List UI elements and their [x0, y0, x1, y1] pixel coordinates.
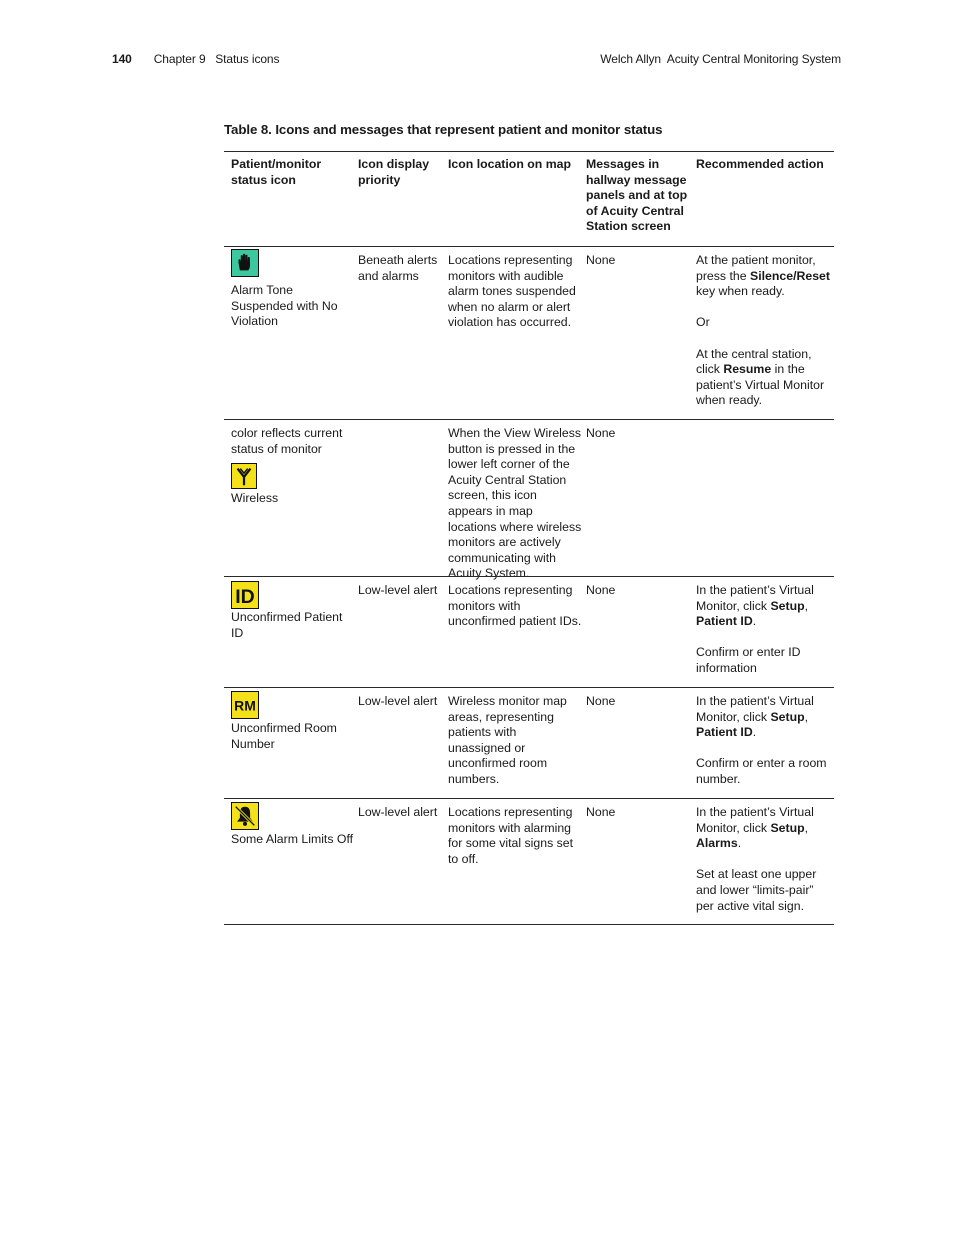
status-cell — [231, 581, 355, 641]
column-header-messages: Messages in hallway message panels and at top of Acuity Central Station screen — [586, 157, 688, 234]
status-cell — [231, 426, 355, 507]
location-cell: Locations representing monitors with unconfirmed patient IDs. — [448, 583, 582, 629]
column-header-location: Icon location on map — [448, 157, 571, 171]
action-cell — [696, 694, 832, 788]
action-step: Set at least one upper and lower “limits-pair” per active vital sign. — [696, 867, 817, 913]
bell-off-icon — [231, 802, 259, 830]
priority-cell: Low-level alert — [358, 583, 438, 597]
status-icon-table — [224, 151, 834, 925]
status-label: Alarm Tone Suspended with No Violation — [231, 283, 338, 329]
action-step: In the patient’s Virtual Monitor, click Setup, Patient ID. — [696, 694, 814, 740]
status-label: Unconfirmed Room Number — [231, 721, 337, 751]
action-step: At the central station, click Resume in the patient’s Virtual Monitor when ready. — [696, 346, 825, 408]
wireless-antenna-icon — [231, 463, 257, 489]
action-step: Confirm or enter ID information — [696, 645, 801, 675]
status-label: Unconfirmed Patient ID — [231, 610, 343, 640]
table-title: Table 8. Icons and messages that represent patient and monitor status — [224, 122, 663, 137]
priority-cell: Low-level alert — [358, 694, 438, 708]
status-label: Some Alarm Limits Off — [231, 832, 354, 846]
action-step: In the patient’s Virtual Monitor, click Setup, Alarms. — [696, 805, 814, 851]
table-row — [224, 246, 834, 419]
action-step: At the patient monitor, press the Silence/Reset key when ready. — [696, 253, 830, 299]
document-title: Welch Allyn Acuity Central Monitoring System — [600, 52, 841, 66]
table-row — [224, 576, 834, 687]
table-row — [224, 419, 834, 581]
page-number: 140 — [112, 52, 132, 66]
action-cell — [696, 805, 832, 914]
location-cell: Locations representing monitors with alarming for some vital signs set to off. — [448, 805, 574, 866]
action-or: Or — [696, 315, 710, 330]
rm-icon-text: RM — [234, 697, 256, 714]
action-cell — [696, 583, 832, 677]
column-header-status-icon: Patient/monitor status icon — [231, 157, 322, 187]
location-cell: When the View Wireless button is pressed in the lower left corner of the Acuity Central Station screen, this icon appears in map locations where wireless monitors are actively communicating with Acuity System. — [448, 426, 582, 581]
status-cell — [231, 802, 355, 848]
status-cell — [231, 249, 355, 330]
hand-icon — [231, 249, 259, 277]
column-header-priority: Icon display priority — [358, 157, 430, 187]
messages-cell: None — [586, 694, 616, 708]
messages-cell: None — [586, 426, 616, 440]
location-cell: Wireless monitor map areas, representing patients with unassigned or unconfirmed room numbers. — [448, 694, 567, 786]
status-cell — [231, 691, 355, 752]
priority-cell: Low-level alert — [358, 805, 438, 819]
table-row — [224, 798, 834, 925]
status-label: Wireless — [231, 491, 279, 506]
action-step: In the patient’s Virtual Monitor, click Setup, Patient ID. — [696, 583, 814, 629]
table-row — [224, 687, 834, 798]
running-header-left — [112, 52, 279, 66]
column-header-action: Recommended action — [696, 157, 824, 171]
chapter-title: Chapter 9 Status icons — [153, 52, 280, 66]
id-icon-text: ID — [235, 585, 255, 608]
location-cell: Locations representing monitors with audible alarm tones suspended when no alarm or alert violation has occurred. — [448, 253, 576, 330]
messages-cell: None — [586, 583, 616, 597]
messages-cell: None — [586, 253, 616, 267]
priority-cell: Beneath alerts and alarms — [358, 253, 438, 283]
id-icon — [231, 581, 259, 609]
action-step: Confirm or enter a room number. — [696, 756, 827, 786]
rm-icon — [231, 691, 259, 719]
table-header-row — [224, 152, 834, 246]
status-note: color reflects current status of monitor — [231, 426, 343, 456]
action-cell — [696, 253, 832, 409]
messages-cell: None — [586, 805, 616, 819]
